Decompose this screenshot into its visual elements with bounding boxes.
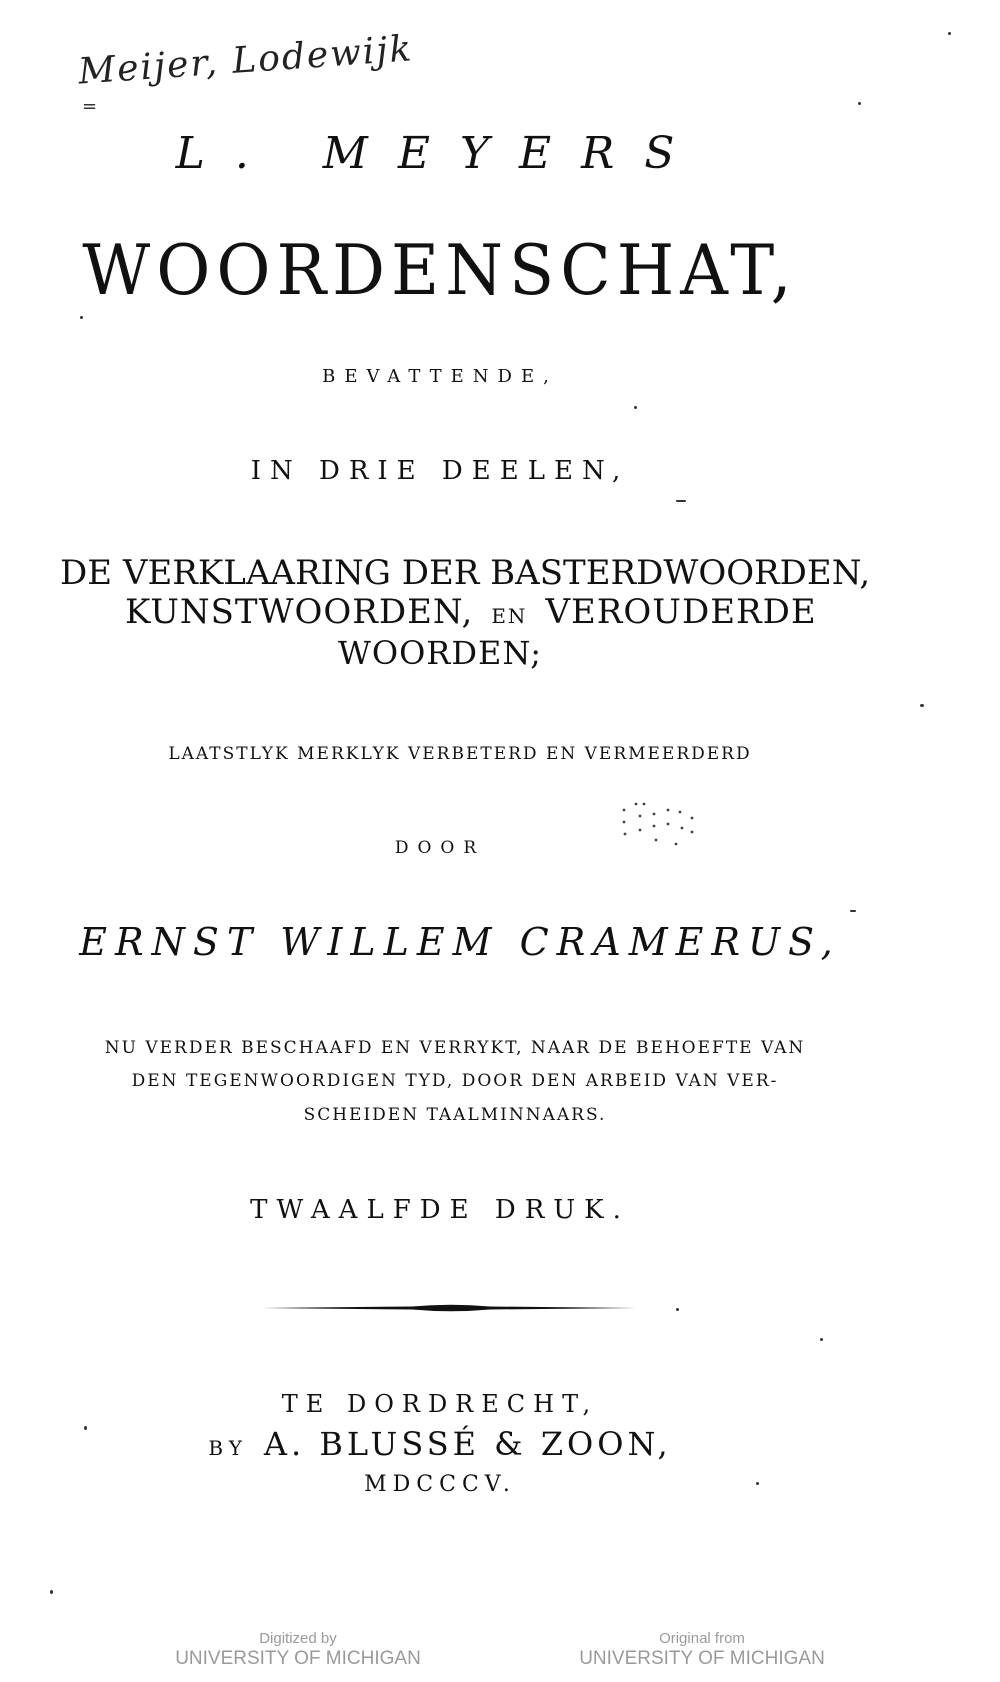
scan-speck [676, 1308, 679, 1311]
laatstlyk-line: LAATSTLYK MERKLYK VERBETERD EN VERMEERDERD [168, 744, 752, 764]
scan-speck [850, 910, 856, 912]
original-from-credit [552, 1630, 852, 1670]
description-line-3: WOORDEN; [337, 634, 543, 672]
bevattende-line: BEVATTENDE, [322, 366, 558, 387]
description-en: EN [491, 604, 528, 628]
scan-speck [80, 316, 83, 319]
book-title: WOORDENSCHAT, [82, 230, 798, 311]
edition-line: TWAALFDE DRUK. [250, 1195, 630, 1225]
digitized-by-label: Digitized by [259, 1630, 337, 1647]
description-line-2 [125, 592, 817, 632]
original-from-label: Original from [659, 1630, 745, 1647]
further-line-1: NU VERDER BESCHAAFD EN VERRYKT, NAAR DE BEHOEFTE VAN [104, 1038, 806, 1058]
scan-speck [820, 1338, 823, 1341]
drie-deelen-line: IN DRIE DEELEN, [250, 456, 630, 486]
further-line-3: SCHEIDEN TAALMINNAARS. [303, 1105, 607, 1125]
description-kunstwoorden: KUNSTWOORDEN, [125, 592, 474, 632]
further-line-2: DEN TEGENWOORDIGEN TYD, DOOR DEN ARBEID VAN VER- [131, 1071, 779, 1091]
scan-speck [858, 102, 861, 105]
original-from-institution: UNIVERSITY OF MICHIGAN [579, 1648, 825, 1669]
imprint-by: BY [208, 1436, 248, 1460]
scan-speck [634, 406, 637, 409]
decorative-rule [262, 1302, 640, 1314]
description-verouderde: VEROUDERDE [545, 592, 817, 632]
imprint-publisher: A. BLUSSÉ & ZOON, [263, 1425, 672, 1463]
door-line: DOOR [394, 838, 486, 858]
imprint-place: TE DORDRECHT, [281, 1390, 599, 1418]
scan-speck [84, 1426, 87, 1430]
handwritten-mark: = [82, 96, 98, 117]
scan-speck [948, 32, 951, 35]
editor-name: ERNST WILLEM CRAMERUS, [79, 920, 841, 964]
digitized-by-credit [148, 1630, 448, 1670]
description-line-1: DE VERKLAARING DER BASTERDWOORDEN, [60, 553, 871, 593]
digitized-by-institution: UNIVERSITY OF MICHIGAN [175, 1648, 421, 1669]
scan-speck [676, 500, 686, 502]
imprint-publisher-line [0, 1425, 880, 1463]
scan-speck [50, 1590, 53, 1594]
handwritten-note: Meijer, Lodewijk [76, 28, 415, 93]
scan-speck [756, 1482, 759, 1485]
author-line: L. MEYERS [175, 128, 705, 179]
imprint-year: MDCCCV. [364, 1472, 516, 1497]
scan-speck [920, 704, 924, 707]
